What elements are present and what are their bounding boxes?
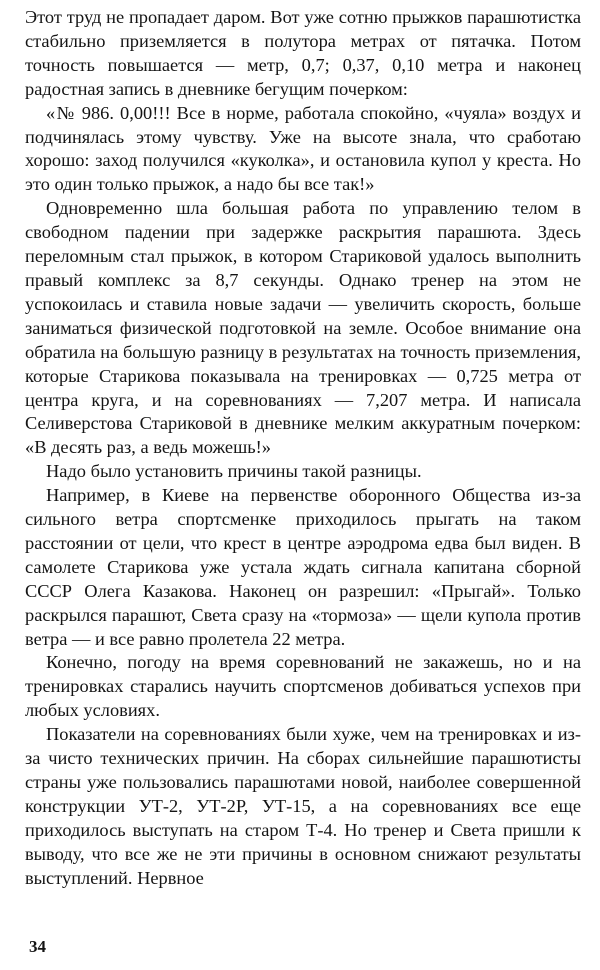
paragraph-6: Конечно, погоду на время соревнований не закажешь, но и на тренировках старались научить спортсменов добиваться успехов при любых условиях.	[25, 652, 581, 721]
paragraph-1: Этот труд не пропадает даром. Вот уже сотню прыжков парашютистка стабильно приземляется в полутора метрах от пятачка. Потом точность повышается — метр, 0,7; 0,37, 0,10 метра и наконец радостная запись в дневнике бегущим почерком:	[25, 7, 581, 99]
paragraph-2: «№ 986. 0,00!!! Все в норме, работала спокойно, «чуяла» воздух и подчинялась этому чувству. Уже на высоте знала, что сработаю хорошо: заход получился «куколка», и остановила купол у креста. Но это один только прыжок, а надо бы все так!»	[25, 102, 581, 195]
paragraph-5: Например, в Киеве на первенстве оборонного Общества из-за сильного ветра спортсменке приходилось прыгать на таком расстоянии от цели, что крест в центре аэродрома едва был виден. В самолете Старикова уже устала ждать сигнала капитана сборной СССР Олега Казакова. Наконец он разрешил: «Прыгай». Только раскрылся парашют, Света сразу на «тормоза» — щели купола против ветра — и все равно пролетела 22 метра.	[25, 485, 581, 649]
paragraph-3: Одновременно шла большая работа по управлению телом в свободном падении при задержке раскрытия парашюта. Здесь переломным стал прыжок, в котором Стариковой удалось выполнить правый комплекс за 8,7 секунды. Однако тренер на этом не успокоилась и ставила новые задачи — увеличить скорость, больше заниматься физической подготовкой на земле. Особое внимание она обратила на большую разницу в результатах на точность приземления, которые Старикова показывала на тренировках — 0,725 метра от центра круга, и на соревнованиях — 7,207 метра. И написала Селиверстова Стариковой в дневнике мелким аккуратным почерком: «В десять раз, а ведь можешь!»	[25, 198, 581, 458]
page-body	[25, 6, 581, 891]
page-number: 34	[29, 937, 46, 956]
paragraph-4: Надо было установить причины такой разницы.	[46, 461, 422, 482]
paragraph-7: Показатели на соревнованиях были хуже, чем на тренировках и из-за чисто технических причин. На сборах сильнейшие парашютисты страны уже пользовались парашютами новой, наиболее совершенной конструкции УТ-2, УТ-2Р, УТ-15, а на соревнованиях все еще приходилось выступать на старом Т-4. Но тренер и Света пришли к выводу, что все же не эти причины в основном снижают результаты выступлений. Нервное	[25, 724, 581, 888]
